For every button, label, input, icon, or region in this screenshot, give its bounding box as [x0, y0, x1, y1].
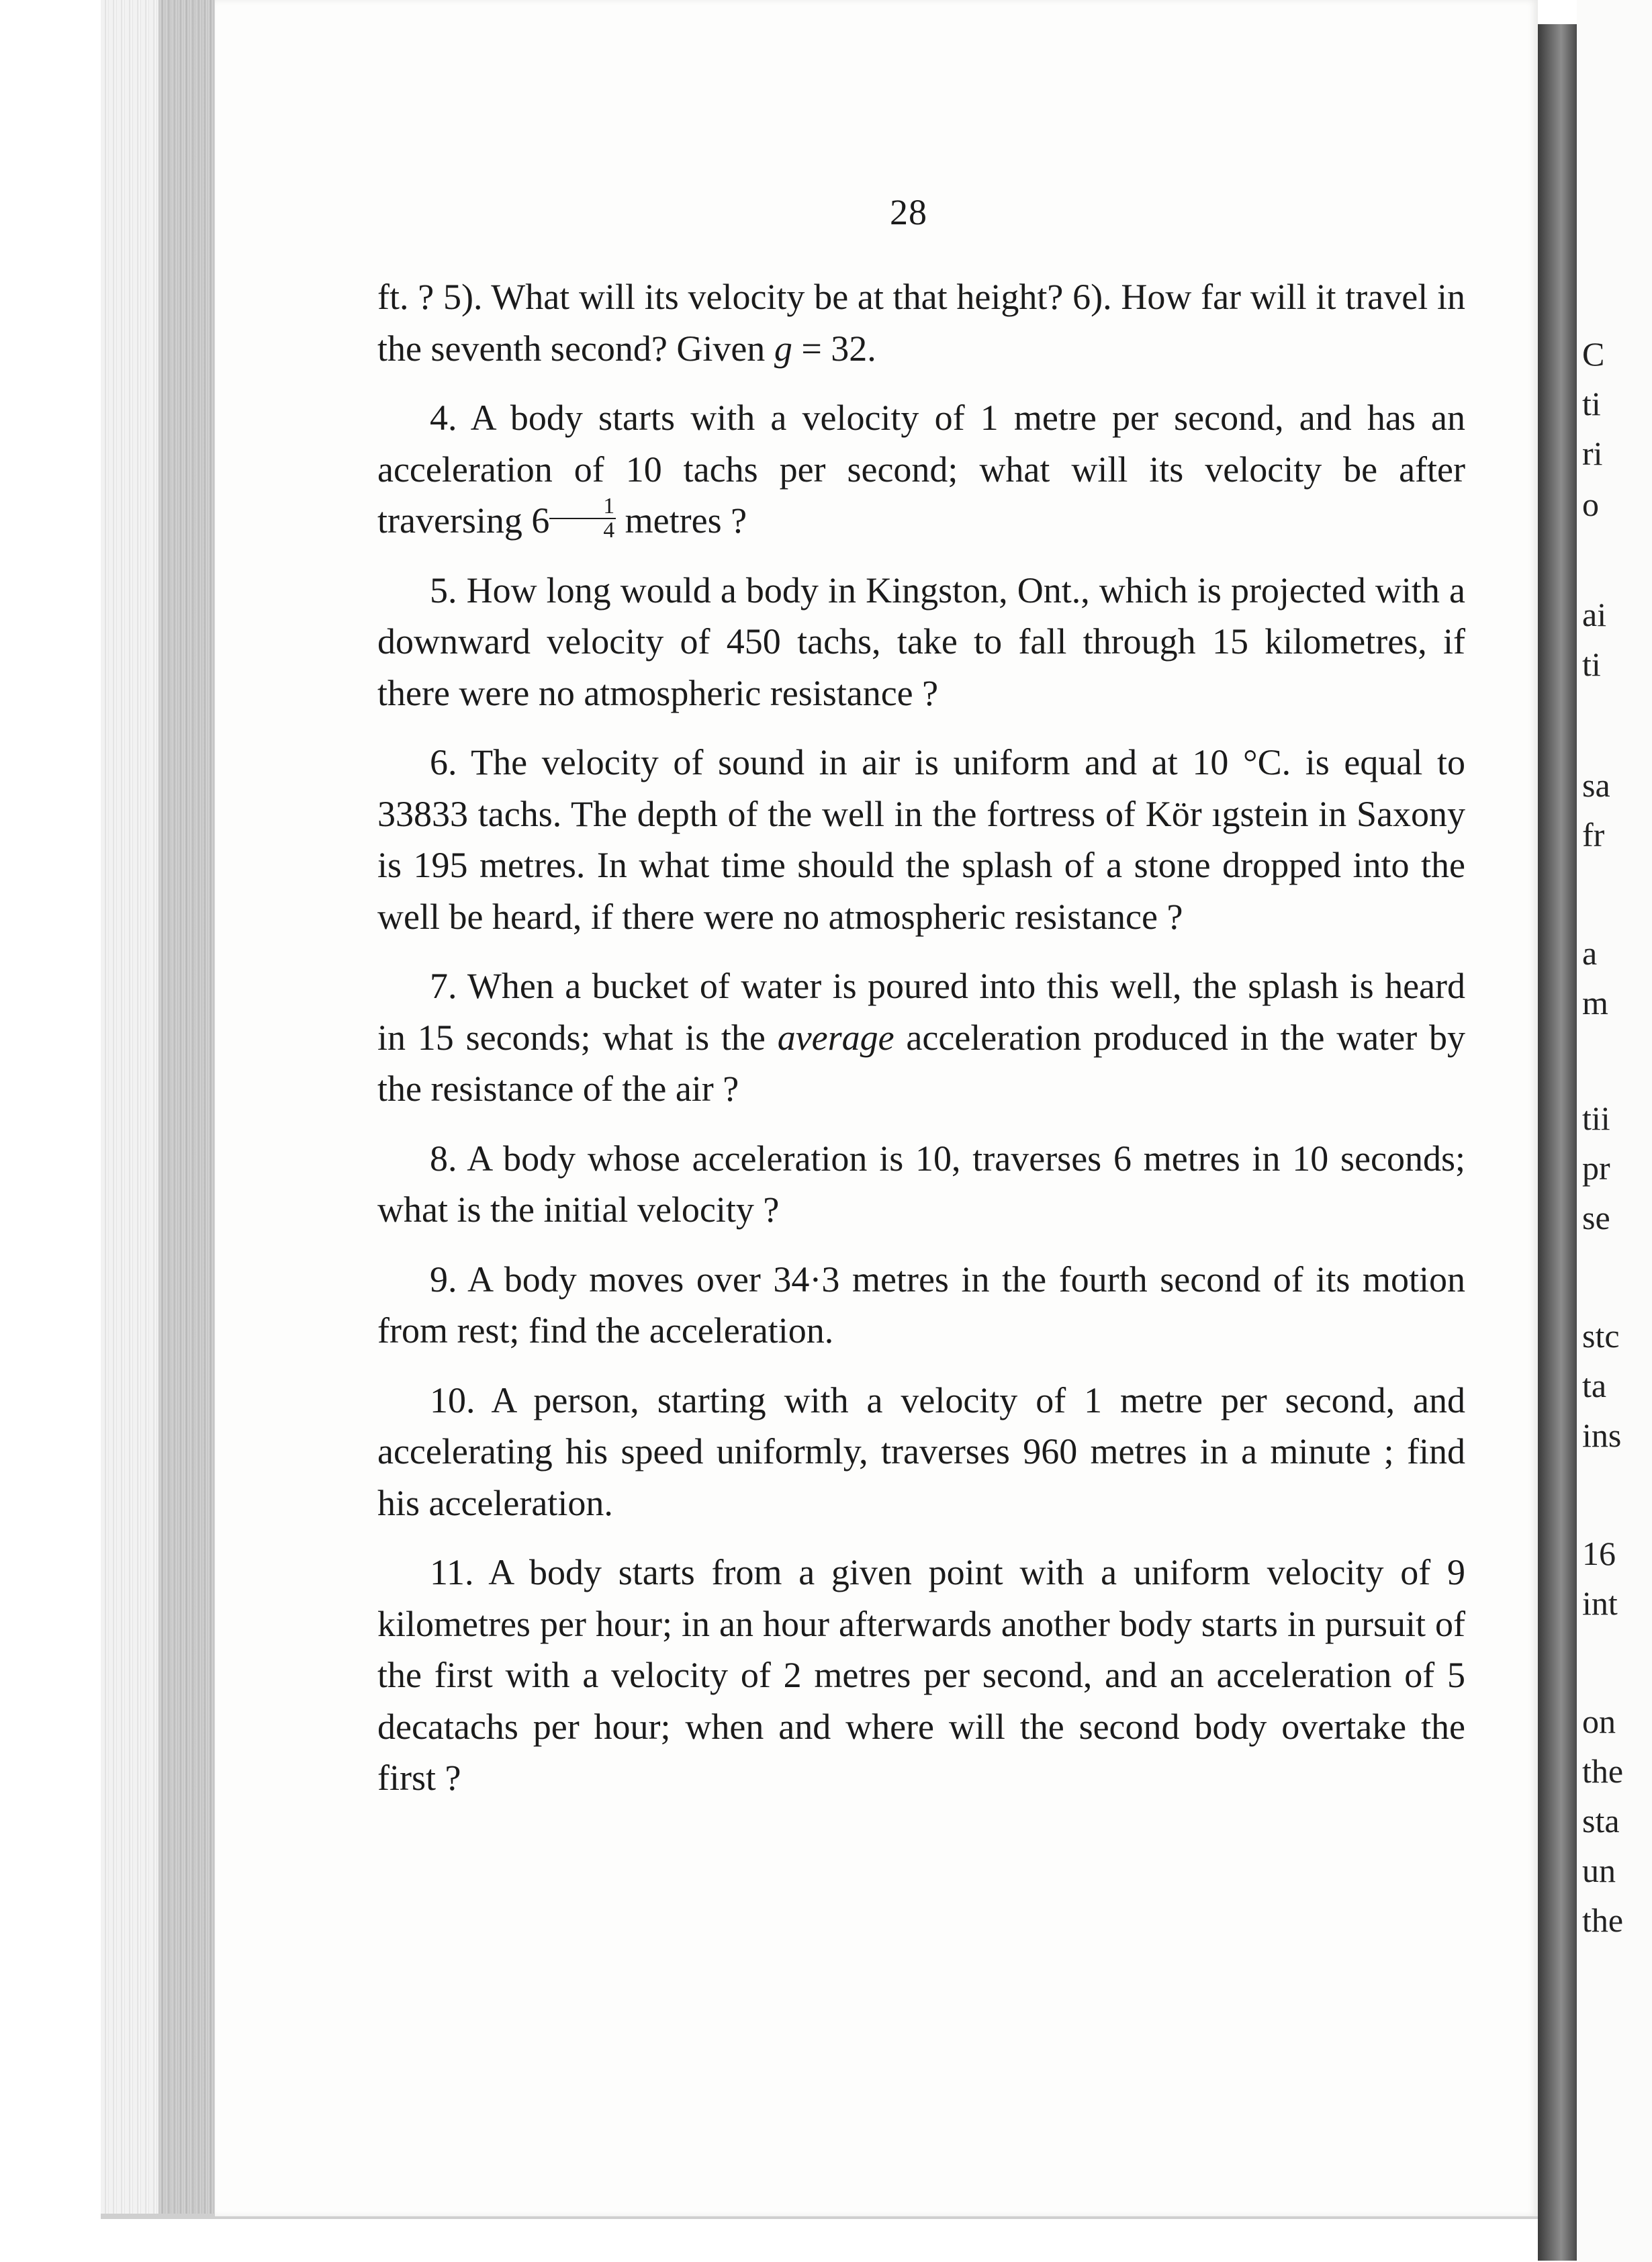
exercise-4: [377, 392, 1465, 547]
facing-page-fragment: stc: [1582, 1317, 1620, 1355]
facing-page-fragment: se: [1582, 1199, 1610, 1236]
exercise-7: [377, 960, 1465, 1115]
facing-page-fragment: ta: [1582, 1367, 1607, 1404]
paragraph-text: acceleration produced in the water by the resistance of the air ?: [377, 1017, 1465, 1109]
facing-page-fragment: sa: [1582, 766, 1610, 804]
facing-page-fragment: ri: [1582, 435, 1603, 472]
facing-page-fragment: ins: [1582, 1416, 1622, 1454]
facing-page-fragment: tii: [1582, 1099, 1610, 1137]
facing-page-fragment: m: [1582, 984, 1608, 1022]
facing-page-fragment: un: [1582, 1852, 1616, 1889]
facing-page-edge: [1577, 0, 1652, 2262]
fraction-numerator: 1: [549, 495, 616, 518]
page-body: [377, 271, 1465, 1804]
exercise-10: 10. A person, starting with a velocity of 1 metre per second, and accelerating his speed uniformly, traverses 960 metres in a minute ; find his acceleration.: [377, 1379, 1465, 1523]
paragraph-text: 4. A body starts with a velocity of 1 metre per second, and has an acceleration of 10 tachs per second; what will its velocity be after traversing 6: [377, 398, 1465, 541]
paragraph-text: ft. ? 5). What will its velocity be at that height? 6). How far will it travel in the seventh second? Given: [377, 277, 1465, 369]
fraction-denominator: 4: [603, 517, 615, 543]
italic-emphasis: average: [777, 1017, 894, 1058]
facing-page-fragment: ti: [1582, 385, 1601, 422]
facing-page-fragment: sta: [1582, 1802, 1620, 1840]
book-page-edges-shadow: [158, 0, 215, 2216]
facing-page-fragment: C: [1582, 335, 1605, 373]
paragraph-text: metres ?: [616, 500, 747, 541]
facing-page-fragment: on: [1582, 1703, 1616, 1740]
exercise-6: 6. The velocity of sound in air is uniform and at 10 °C. is equal to 33833 tachs. The depth of the well in the fortress of Kör ıgstein in Saxony is 195 metres. In what time should the splash of a stone dropped into the well be heard, if there were no atmospheric resistance ?: [377, 742, 1465, 937]
paragraph-continuation: [377, 271, 1465, 374]
exercise-9: 9. A body moves over 34·3 metres in the fourth second of its motion from rest; find the acceleration.: [377, 1259, 1465, 1351]
facing-page-fragment: ai: [1582, 596, 1607, 633]
book-gutter-shadow: [1538, 24, 1577, 2261]
fraction-one-quarter: [549, 495, 616, 541]
facing-page-fragment: a: [1582, 934, 1598, 972]
facing-page-fragment: the: [1582, 1901, 1624, 1939]
italic-variable: g: [774, 328, 792, 369]
exercise-8: 8. A body whose acceleration is 10, traverses 6 metres in 10 seconds; what is the initial velocity ?: [377, 1138, 1465, 1230]
facing-page-fragment: the: [1582, 1752, 1624, 1790]
exercise-5: 5. How long would a body in Kingston, Ont., which is projected with a downward velocity of 450 tachs, take to fall through 15 kilometres, if there were no atmospheric resistance ?: [377, 570, 1465, 713]
facing-page-fragment: pr: [1582, 1149, 1610, 1187]
page-number: 28: [890, 192, 927, 232]
paragraph-text: = 32.: [792, 328, 876, 369]
facing-page-fragment: o: [1582, 486, 1599, 523]
facing-page-fragment: 16: [1582, 1535, 1616, 1572]
paragraph-text: 7. When a bucket of water is poured into this well, the splash is heard in 15 seconds; what is the: [377, 966, 1465, 1058]
facing-page-fragment: fr: [1582, 816, 1605, 854]
facing-page-fragment: int: [1582, 1584, 1618, 1622]
exercise-11: 11. A body starts from a given point with a uniform velocity of 9 kilometres per hour; in an hour afterwards another body starts in pursuit of the first with a velocity of 2 metres per second, and an acceleration of 5 decatachs per hour; when and where will the second body overtake the first ?: [377, 1552, 1465, 1798]
facing-page-fragment: ti: [1582, 645, 1601, 683]
